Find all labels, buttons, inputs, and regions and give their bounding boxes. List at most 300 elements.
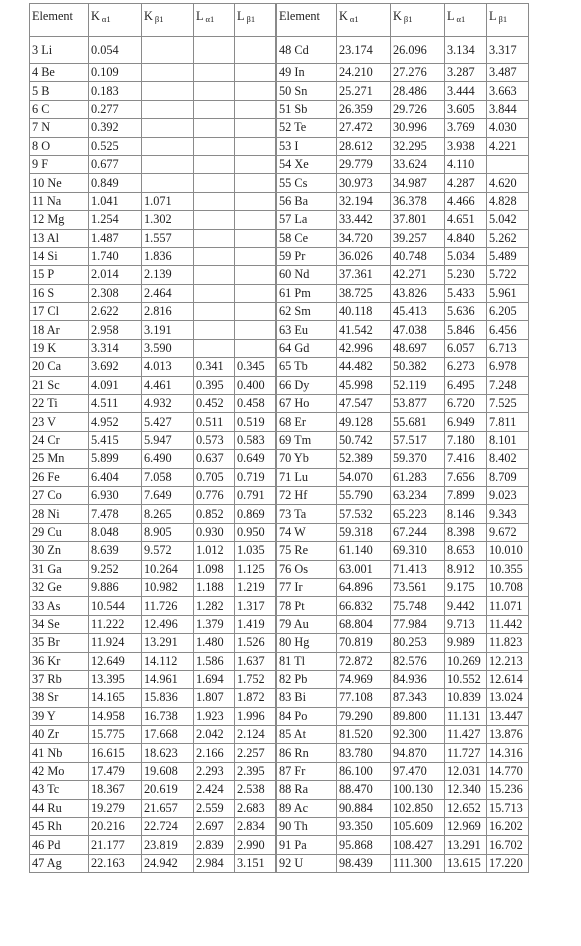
cell-la1-left: 0.930	[194, 523, 235, 541]
cell-element-right: 71 Lu	[276, 468, 337, 486]
cell-la1-left	[194, 100, 235, 118]
cell-lb1-right: 4.030	[487, 119, 529, 137]
cell-element-left: 16 S	[30, 284, 89, 302]
cell-la1-left	[194, 155, 235, 173]
cell-lb1-left	[235, 303, 277, 321]
cell-la1-right: 5.034	[445, 247, 487, 265]
table-row	[30, 707, 529, 725]
cell-element-right: 81 Tl	[276, 652, 337, 670]
cell-lb1-left	[235, 211, 277, 229]
cell-kb1-right: 94.870	[391, 744, 445, 762]
cell-ka1-right: 98.439	[337, 854, 391, 872]
cell-element-left: 3 Li	[30, 37, 89, 64]
cell-la1-right: 6.057	[445, 339, 487, 357]
cell-ka1-left: 10.544	[89, 597, 142, 615]
cell-kb1-left: 3.590	[142, 339, 194, 357]
line-subscript: α1	[349, 14, 359, 24]
line-subscript: β1	[403, 14, 413, 24]
table-row	[30, 450, 529, 468]
cell-kb1-left: 13.291	[142, 634, 194, 652]
cell-lb1-left: 1.996	[235, 707, 277, 725]
cell-element-left: 22 Ti	[30, 395, 89, 413]
cell-ka1-right: 55.790	[337, 486, 391, 504]
cell-ka1-right: 27.472	[337, 119, 391, 137]
cell-ka1-left: 22.163	[89, 854, 142, 872]
cell-kb1-right: 87.343	[391, 689, 445, 707]
cell-element-right: 64 Gd	[276, 339, 337, 357]
cell-lb1-right: 4.620	[487, 174, 529, 192]
cell-element-left: 8 O	[30, 137, 89, 155]
cell-la1-right: 4.840	[445, 229, 487, 247]
cell-la1-right: 5.230	[445, 266, 487, 284]
cell-kb1-left	[142, 100, 194, 118]
cell-element-right: 63 Eu	[276, 321, 337, 339]
cell-la1-left: 1.282	[194, 597, 235, 615]
cell-kb1-left: 6.490	[142, 450, 194, 468]
cell-kb1-right: 28.486	[391, 82, 445, 100]
cell-element-left: 5 B	[30, 82, 89, 100]
cell-la1-right: 12.031	[445, 762, 487, 780]
table-body	[30, 4, 529, 873]
cell-ka1-left: 5.899	[89, 450, 142, 468]
line-letter: L	[447, 9, 455, 23]
cell-lb1-left: 1.872	[235, 689, 277, 707]
table-row	[30, 560, 529, 578]
cell-lb1-left: 2.124	[235, 726, 277, 744]
cell-element-left: 15 P	[30, 266, 89, 284]
cell-la1-left: 1.098	[194, 560, 235, 578]
line-letter: L	[489, 9, 497, 23]
cell-la1-left	[194, 37, 235, 64]
cell-lb1-left: 1.526	[235, 634, 277, 652]
cell-la1-left	[194, 303, 235, 321]
cell-ka1-left: 0.677	[89, 155, 142, 173]
cell-kb1-left: 14.112	[142, 652, 194, 670]
cell-lb1-left: 2.257	[235, 744, 277, 762]
cell-ka1-right: 50.742	[337, 431, 391, 449]
table-row	[30, 836, 529, 854]
table-row	[30, 321, 529, 339]
table-row	[30, 818, 529, 836]
cell-kb1-left: 5.427	[142, 413, 194, 431]
cell-kb1-right: 27.276	[391, 64, 445, 82]
cell-kb1-left: 5.947	[142, 431, 194, 449]
cell-kb1-left: 17.668	[142, 726, 194, 744]
table-row	[30, 542, 529, 560]
cell-element-left: 29 Cu	[30, 523, 89, 541]
cell-ka1-left: 0.183	[89, 82, 142, 100]
cell-la1-right: 8.653	[445, 542, 487, 560]
cell-ka1-left: 0.392	[89, 119, 142, 137]
cell-la1-left	[194, 64, 235, 82]
cell-la1-left: 2.166	[194, 744, 235, 762]
cell-lb1-left	[235, 137, 277, 155]
cell-la1-left: 1.379	[194, 615, 235, 633]
cell-lb1-right: 6.456	[487, 321, 529, 339]
cell-ka1-right: 44.482	[337, 358, 391, 376]
cell-element-right: 77 Ir	[276, 578, 337, 596]
table-row	[30, 229, 529, 247]
table-row	[30, 505, 529, 523]
cell-lb1-left: 2.834	[235, 818, 277, 836]
header-row	[30, 4, 529, 37]
cell-kb1-right: 111.300	[391, 854, 445, 872]
table-row	[30, 781, 529, 799]
cell-element-right: 52 Te	[276, 119, 337, 137]
cell-ka1-left: 0.849	[89, 174, 142, 192]
cell-element-right: 61 Pm	[276, 284, 337, 302]
cell-element-right: 91 Pa	[276, 836, 337, 854]
cell-element-left: 38 Sr	[30, 689, 89, 707]
cell-element-right: 72 Hf	[276, 486, 337, 504]
cell-lb1-left: 0.458	[235, 395, 277, 413]
table-row	[30, 652, 529, 670]
cell-lb1-right: 10.708	[487, 578, 529, 596]
cell-lb1-right: 7.248	[487, 376, 529, 394]
cell-lb1-right: 3.487	[487, 64, 529, 82]
cell-la1-left	[194, 82, 235, 100]
cell-la1-right: 5.636	[445, 303, 487, 321]
cell-lb1-left	[235, 82, 277, 100]
cell-element-right: 74 W	[276, 523, 337, 541]
col-header-lb1-right	[487, 4, 529, 37]
cell-kb1-right: 33.624	[391, 155, 445, 173]
cell-kb1-right: 36.378	[391, 192, 445, 210]
line-subscript: β1	[498, 14, 508, 24]
cell-lb1-left: 2.538	[235, 781, 277, 799]
cell-kb1-left: 19.608	[142, 762, 194, 780]
cell-la1-left: 1.807	[194, 689, 235, 707]
cell-ka1-left: 8.048	[89, 523, 142, 541]
cell-ka1-right: 61.140	[337, 542, 391, 560]
cell-lb1-right: 5.042	[487, 211, 529, 229]
cell-la1-right: 7.656	[445, 468, 487, 486]
cell-lb1-right: 7.811	[487, 413, 529, 431]
table-row	[30, 615, 529, 633]
cell-lb1-left	[235, 192, 277, 210]
cell-la1-right: 3.605	[445, 100, 487, 118]
cell-element-right: 49 In	[276, 64, 337, 82]
cell-element-right: 70 Yb	[276, 450, 337, 468]
cell-ka1-left: 13.395	[89, 670, 142, 688]
cell-la1-right: 4.651	[445, 211, 487, 229]
cell-kb1-left	[142, 155, 194, 173]
line-letter: K	[393, 9, 402, 23]
cell-kb1-left: 18.623	[142, 744, 194, 762]
cell-la1-right: 7.899	[445, 486, 487, 504]
cell-kb1-right: 30.996	[391, 119, 445, 137]
cell-element-right: 53 I	[276, 137, 337, 155]
cell-element-right: 80 Hg	[276, 634, 337, 652]
cell-la1-left: 2.559	[194, 799, 235, 817]
cell-lb1-right: 3.663	[487, 82, 529, 100]
cell-ka1-left: 1.254	[89, 211, 142, 229]
table-row	[30, 413, 529, 431]
cell-lb1-left	[235, 321, 277, 339]
cell-la1-left: 1.923	[194, 707, 235, 725]
cell-la1-right: 13.291	[445, 836, 487, 854]
cell-la1-left: 0.452	[194, 395, 235, 413]
cell-la1-left: 0.705	[194, 468, 235, 486]
cell-kb1-right: 108.427	[391, 836, 445, 854]
line-letter: K	[144, 9, 153, 23]
cell-lb1-right: 17.220	[487, 854, 529, 872]
cell-la1-right: 6.949	[445, 413, 487, 431]
cell-element-left: 36 Kr	[30, 652, 89, 670]
cell-lb1-left	[235, 155, 277, 173]
cell-ka1-right: 81.520	[337, 726, 391, 744]
line-letter: L	[237, 9, 245, 23]
cell-ka1-left: 1.740	[89, 247, 142, 265]
cell-kb1-left	[142, 137, 194, 155]
cell-ka1-left: 9.252	[89, 560, 142, 578]
cell-lb1-right: 15.713	[487, 799, 529, 817]
cell-lb1-left: 1.035	[235, 542, 277, 560]
cell-element-right: 67 Ho	[276, 395, 337, 413]
cell-kb1-left: 12.496	[142, 615, 194, 633]
cell-ka1-left: 0.277	[89, 100, 142, 118]
cell-la1-right: 4.466	[445, 192, 487, 210]
cell-kb1-left: 21.657	[142, 799, 194, 817]
cell-kb1-right: 50.382	[391, 358, 445, 376]
cell-kb1-left: 15.836	[142, 689, 194, 707]
cell-lb1-right: 16.702	[487, 836, 529, 854]
cell-la1-right: 11.727	[445, 744, 487, 762]
cell-ka1-right: 54.070	[337, 468, 391, 486]
cell-la1-right: 6.273	[445, 358, 487, 376]
cell-la1-right: 11.131	[445, 707, 487, 725]
cell-element-right: 57 La	[276, 211, 337, 229]
cell-element-left: 37 Rb	[30, 670, 89, 688]
cell-element-right: 48 Cd	[276, 37, 337, 64]
cell-la1-left: 2.984	[194, 854, 235, 872]
cell-lb1-left	[235, 247, 277, 265]
cell-la1-right: 3.938	[445, 137, 487, 155]
cell-element-right: 69 Tm	[276, 431, 337, 449]
cell-lb1-left: 1.125	[235, 560, 277, 578]
cell-kb1-left: 2.139	[142, 266, 194, 284]
cell-element-left: 25 Mn	[30, 450, 89, 468]
cell-ka1-left: 0.054	[89, 37, 142, 64]
cell-la1-left: 0.852	[194, 505, 235, 523]
cell-kb1-left: 4.932	[142, 395, 194, 413]
cell-lb1-right: 12.213	[487, 652, 529, 670]
cell-lb1-left: 2.990	[235, 836, 277, 854]
cell-element-left: 7 N	[30, 119, 89, 137]
cell-lb1-right: 9.672	[487, 523, 529, 541]
cell-la1-left: 2.293	[194, 762, 235, 780]
cell-lb1-left	[235, 174, 277, 192]
cell-la1-left	[194, 174, 235, 192]
table-row	[30, 192, 529, 210]
cell-lb1-right: 7.525	[487, 395, 529, 413]
table-row	[30, 211, 529, 229]
cell-kb1-left	[142, 82, 194, 100]
cell-lb1-left	[235, 37, 277, 64]
cell-kb1-right: 34.987	[391, 174, 445, 192]
cell-la1-right: 7.180	[445, 431, 487, 449]
cell-ka1-right: 34.720	[337, 229, 391, 247]
cell-lb1-left: 0.719	[235, 468, 277, 486]
cell-kb1-left: 2.464	[142, 284, 194, 302]
cell-lb1-left	[235, 64, 277, 82]
cell-kb1-right: 92.300	[391, 726, 445, 744]
cell-kb1-right: 40.748	[391, 247, 445, 265]
col-header-lb1-left	[235, 4, 277, 37]
cell-element-right: 51 Sb	[276, 100, 337, 118]
cell-kb1-right: 45.413	[391, 303, 445, 321]
cell-la1-left	[194, 229, 235, 247]
cell-ka1-left: 0.109	[89, 64, 142, 82]
cell-element-left: 14 Si	[30, 247, 89, 265]
cell-element-right: 76 Os	[276, 560, 337, 578]
cell-element-right: 92 U	[276, 854, 337, 872]
cell-lb1-left	[235, 284, 277, 302]
cell-la1-left	[194, 192, 235, 210]
cell-element-right: 65 Tb	[276, 358, 337, 376]
cell-element-right: 73 Ta	[276, 505, 337, 523]
cell-kb1-left: 22.724	[142, 818, 194, 836]
cell-element-left: 20 Ca	[30, 358, 89, 376]
cell-la1-left	[194, 247, 235, 265]
cell-la1-right: 6.495	[445, 376, 487, 394]
cell-la1-right: 11.427	[445, 726, 487, 744]
cell-kb1-right: 57.517	[391, 431, 445, 449]
cell-la1-right: 10.269	[445, 652, 487, 670]
cell-la1-left: 0.341	[194, 358, 235, 376]
cell-ka1-left: 8.639	[89, 542, 142, 560]
xray-energy-table	[29, 3, 529, 873]
cell-la1-right: 9.713	[445, 615, 487, 633]
cell-lb1-right: 13.876	[487, 726, 529, 744]
cell-ka1-right: 47.547	[337, 395, 391, 413]
cell-element-right: 89 Ac	[276, 799, 337, 817]
line-subscript: β1	[246, 14, 256, 24]
cell-la1-left: 2.042	[194, 726, 235, 744]
cell-ka1-left: 4.091	[89, 376, 142, 394]
cell-kb1-left: 23.819	[142, 836, 194, 854]
cell-kb1-left	[142, 64, 194, 82]
cell-la1-left: 0.511	[194, 413, 235, 431]
table-row	[30, 597, 529, 615]
cell-lb1-left: 0.345	[235, 358, 277, 376]
cell-ka1-right: 42.996	[337, 339, 391, 357]
cell-ka1-left: 3.692	[89, 358, 142, 376]
cell-ka1-right: 26.359	[337, 100, 391, 118]
cell-kb1-right: 67.244	[391, 523, 445, 541]
cell-ka1-right: 52.389	[337, 450, 391, 468]
cell-kb1-right: 80.253	[391, 634, 445, 652]
cell-element-left: 11 Na	[30, 192, 89, 210]
cell-la1-right: 7.416	[445, 450, 487, 468]
cell-kb1-left	[142, 119, 194, 137]
cell-kb1-right: 47.038	[391, 321, 445, 339]
cell-kb1-left: 14.961	[142, 670, 194, 688]
cell-element-left: 13 Al	[30, 229, 89, 247]
cell-lb1-left: 1.317	[235, 597, 277, 615]
cell-ka1-left: 14.165	[89, 689, 142, 707]
cell-element-right: 79 Au	[276, 615, 337, 633]
cell-kb1-right: 43.826	[391, 284, 445, 302]
cell-kb1-left: 4.013	[142, 358, 194, 376]
cell-ka1-right: 79.290	[337, 707, 391, 725]
line-subscript: α1	[205, 14, 215, 24]
cell-element-left: 42 Mo	[30, 762, 89, 780]
cell-ka1-left: 2.308	[89, 284, 142, 302]
cell-ka1-right: 33.442	[337, 211, 391, 229]
cell-element-left: 9 F	[30, 155, 89, 173]
cell-la1-right: 12.652	[445, 799, 487, 817]
table-row	[30, 100, 529, 118]
cell-lb1-right: 8.402	[487, 450, 529, 468]
cell-la1-right: 3.769	[445, 119, 487, 137]
cell-element-right: 82 Pb	[276, 670, 337, 688]
cell-lb1-right: 8.101	[487, 431, 529, 449]
table-row	[30, 303, 529, 321]
cell-lb1-right: 14.770	[487, 762, 529, 780]
table-row	[30, 376, 529, 394]
line-subscript: α1	[456, 14, 466, 24]
cell-element-left: 32 Ge	[30, 578, 89, 596]
cell-kb1-left: 7.649	[142, 486, 194, 504]
cell-ka1-left: 4.952	[89, 413, 142, 431]
cell-ka1-right: 32.194	[337, 192, 391, 210]
table-row	[30, 339, 529, 357]
cell-element-left: 44 Ru	[30, 799, 89, 817]
cell-la1-left: 0.637	[194, 450, 235, 468]
cell-lb1-right: 11.442	[487, 615, 529, 633]
cell-ka1-left: 5.415	[89, 431, 142, 449]
cell-element-left: 30 Zn	[30, 542, 89, 560]
col-header-element-left: Element	[30, 4, 89, 37]
cell-la1-right: 9.175	[445, 578, 487, 596]
cell-kb1-right: 73.561	[391, 578, 445, 596]
table-row	[30, 137, 529, 155]
cell-element-left: 19 K	[30, 339, 89, 357]
cell-kb1-right: 97.470	[391, 762, 445, 780]
cell-kb1-left	[142, 37, 194, 64]
cell-ka1-left: 12.649	[89, 652, 142, 670]
cell-ka1-right: 70.819	[337, 634, 391, 652]
cell-la1-right: 10.839	[445, 689, 487, 707]
cell-kb1-left: 10.264	[142, 560, 194, 578]
cell-element-left: 33 As	[30, 597, 89, 615]
cell-kb1-right: 71.413	[391, 560, 445, 578]
table-row	[30, 284, 529, 302]
cell-la1-right: 3.444	[445, 82, 487, 100]
cell-la1-left: 0.395	[194, 376, 235, 394]
cell-ka1-right: 23.174	[337, 37, 391, 64]
table-row	[30, 247, 529, 265]
cell-lb1-left: 0.869	[235, 505, 277, 523]
cell-element-left: 39 Y	[30, 707, 89, 725]
cell-ka1-right: 90.884	[337, 799, 391, 817]
cell-element-left: 46 Pd	[30, 836, 89, 854]
cell-kb1-left: 8.265	[142, 505, 194, 523]
cell-ka1-right: 93.350	[337, 818, 391, 836]
cell-lb1-right: 6.978	[487, 358, 529, 376]
table-row	[30, 468, 529, 486]
cell-kb1-left: 8.905	[142, 523, 194, 541]
cell-element-right: 78 Pt	[276, 597, 337, 615]
cell-kb1-left: 20.619	[142, 781, 194, 799]
cell-ka1-right: 29.779	[337, 155, 391, 173]
cell-ka1-right: 88.470	[337, 781, 391, 799]
line-letter: K	[339, 9, 348, 23]
table-row	[30, 119, 529, 137]
cell-element-left: 40 Zr	[30, 726, 89, 744]
cell-la1-left: 1.480	[194, 634, 235, 652]
